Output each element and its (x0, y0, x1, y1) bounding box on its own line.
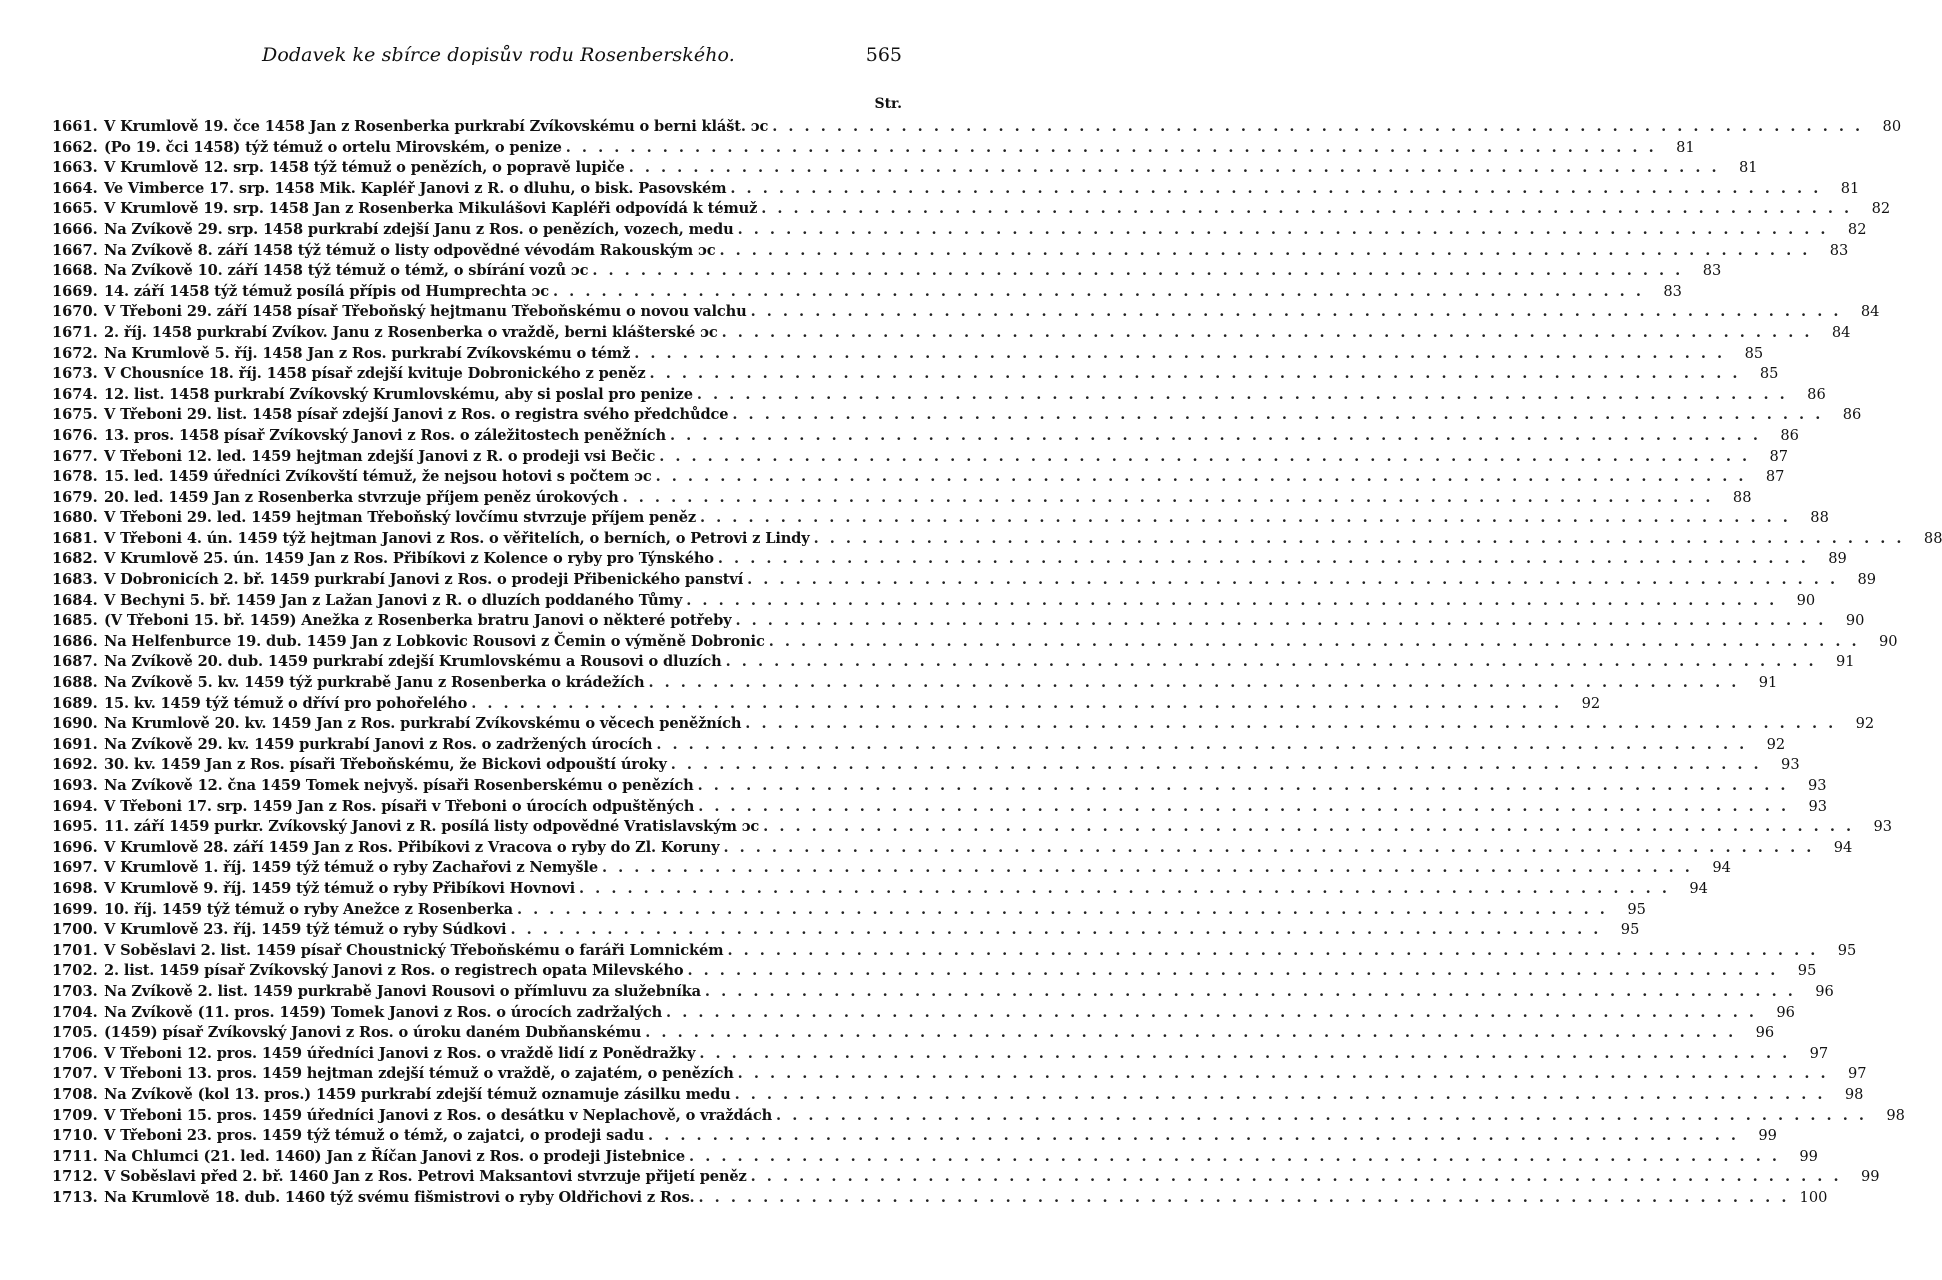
running-head (0, 44, 960, 74)
dot-leader (769, 633, 1860, 650)
entry-page-number: 86 (1780, 426, 1799, 444)
list-item (52, 1003, 1795, 1025)
entry-number: 1675. (52, 406, 98, 424)
entry-number: 1667. (52, 241, 98, 259)
list-item (52, 1188, 1828, 1210)
entry-number: 1698. (52, 879, 98, 897)
dot-leader (751, 1168, 1842, 1185)
dot-leader (722, 324, 1813, 341)
entry-text: V Bechyni 5. bř. 1459 Jan z Lažan Janovi z R. o dluzích poddaného Tůmy (104, 591, 683, 609)
entry-page-number: 86 (1842, 406, 1862, 424)
entry-number: 1699. (52, 900, 98, 918)
entry-text: 2. říj. 1458 purkrabí Zvíkov. Janu z Rosenberka o vraždě, berni klášterské ɔc (104, 323, 718, 341)
dot-leader (761, 200, 1852, 217)
list-item (52, 282, 1682, 304)
dot-leader (553, 283, 1644, 300)
dot-leader (738, 221, 1829, 238)
list-item (52, 941, 1857, 963)
entry-text: V Třeboni 29. září 1458 písař Třeboňský hejtmanu Třeboňskému o novou valchu (104, 303, 747, 321)
dot-leader (629, 159, 1720, 176)
dot-leader (648, 674, 1739, 691)
entry-page-number: 90 (1796, 591, 1816, 609)
entry-number: 1683. (52, 571, 98, 589)
entry-number: 1697. (52, 859, 98, 877)
dot-leader (697, 386, 1788, 403)
entry-number: 1677. (52, 447, 98, 465)
entry-number: 1693. (52, 777, 98, 794)
entry-text: (V Třeboni 15. bř. 1459) Anežka z Rosenberka bratru Janovi o některé potřeby (104, 612, 732, 630)
entry-number: 1666. (52, 220, 98, 238)
list-item (52, 921, 1640, 942)
list-item (52, 550, 1847, 571)
entry-text: 15. kv. 1459 týž témuž o dříví pro pohořelého (104, 694, 468, 712)
dot-leader (648, 1127, 1739, 1144)
entry-page-number: 80 (1882, 118, 1902, 135)
entry-text: Na Zvíkově 29. srp. 1458 purkrabí zdejší Janu z Ros. o penězích, vozech, medu (104, 220, 734, 238)
entry-page-number: 93 (1873, 818, 1893, 836)
entry-number: 1689. (52, 694, 98, 712)
entry-text: V Krumlově 9. říj. 1459 týž témuž o ryby Přibíkovi Hovnovi (104, 879, 575, 897)
dot-leader (763, 818, 1854, 835)
dot-leader (698, 798, 1789, 815)
entry-text: Ve Vimberce 17. srp. 1458 Mik. Kapléř Janovi z R. o dluhu, o bisk. Pasovském (104, 179, 727, 197)
entry-text: V Třeboni 29. list. 1458 písař zdejší Janovi z Ros. o registra svého předchůdce (104, 406, 729, 424)
entry-page-number: 91 (1835, 653, 1855, 671)
list-item (52, 488, 1752, 510)
page-column-heading: Str. (874, 96, 902, 112)
entry-page-number: 87 (1765, 468, 1785, 486)
entry-page-number: 95 (1797, 962, 1817, 980)
dot-leader (656, 468, 1747, 485)
list-item (52, 735, 1786, 757)
list-item (52, 529, 1942, 551)
list-item (52, 1065, 1867, 1086)
list-item (52, 179, 1860, 201)
entry-page-number: 81 (1676, 138, 1695, 156)
entry-text: Na Helfenburce 19. dub. 1459 Jan z Lobkovic Rousovi z Čemin o výměně Dobronic (104, 632, 765, 650)
entry-text: V Soběslavi před 2. bř. 1460 Jan z Ros. Petrovi Maksantovi stvrzuje přijetí peněz (104, 1168, 747, 1186)
entry-number: 1676. (52, 426, 98, 444)
dot-leader (687, 962, 1778, 979)
entry-page-number: 82 (1871, 200, 1891, 218)
entry-text: Na Zvíkově (11. pros. 1459) Tomek Janovi z Ros. o úrocích zadržalých (104, 1003, 663, 1021)
entry-number: 1670. (52, 303, 98, 321)
list-item (52, 406, 1862, 427)
entry-number: 1663. (52, 159, 98, 177)
entry-text: V Třeboni 23. pros. 1459 týž témuž o témž, o zajatci, o prodeji sadu (104, 1127, 645, 1145)
entry-number: 1713. (52, 1188, 98, 1206)
list-item (52, 1024, 1775, 1045)
list-item (52, 262, 1722, 283)
entry-page-number: 90 (1879, 632, 1898, 650)
list-item (52, 838, 1853, 860)
entry-page-number: 99 (1860, 1168, 1880, 1186)
list-item (52, 1168, 1880, 1189)
dot-leader (602, 859, 1693, 876)
entry-page-number: 95 (1620, 921, 1640, 939)
entry-number: 1706. (52, 1044, 98, 1062)
entry-page-number: 85 (1759, 365, 1779, 383)
entry-page-number: 92 (1581, 694, 1601, 712)
list-item (52, 674, 1778, 695)
list-item (52, 777, 1827, 798)
entry-number: 1700. (52, 921, 98, 939)
entry-page-number: 92 (1766, 735, 1786, 753)
list-item (52, 962, 1817, 983)
entry-text: (Po 19. čci 1458) týž témuž o ortelu Mirovském, o penize (104, 138, 562, 156)
entry-text: Na Krumlově 20. kv. 1459 Jan z Ros. purkrabí Zvíkovskému o věcech peněžních (104, 715, 742, 733)
entry-page-number: 91 (1758, 674, 1778, 692)
entry-text: V Třeboni 12. pros. 1459 úředníci Janovi z Ros. o vraždě lidí z Ponědražky (104, 1044, 696, 1062)
dot-leader (623, 489, 1714, 506)
list-item (52, 200, 1891, 221)
entry-number: 1695. (52, 818, 98, 836)
entry-page-number: 100 (1799, 1188, 1828, 1206)
entry-page-number: 83 (1829, 241, 1849, 259)
dot-leader (723, 839, 1814, 856)
list-item (52, 468, 1785, 489)
entry-page-number: 86 (1807, 385, 1826, 403)
dot-leader (666, 1004, 1757, 1021)
entry-text: V Soběslavi 2. list. 1459 písař Choustnický Třeboňskému o faráři Lomnickém (104, 941, 724, 959)
dot-leader (645, 1024, 1736, 1041)
entry-number: 1681. (52, 529, 98, 547)
entry-number: 1705. (52, 1024, 98, 1042)
entry-number: 1668. (52, 262, 98, 280)
entry-page-number: 95 (1837, 941, 1857, 959)
entry-page-number: 92 (1855, 715, 1875, 733)
entry-text: 30. kv. 1459 Jan z Ros. písaři Třeboňskému, že Bickovi odpouští úroky (104, 756, 667, 774)
entry-page-number: 83 (1702, 262, 1722, 280)
entry-page-number: 88 (1732, 488, 1752, 506)
entry-page-number: 85 (1744, 344, 1764, 362)
dot-leader (772, 118, 1863, 135)
list-item (52, 879, 1708, 901)
entry-page-number: 95 (1627, 900, 1646, 918)
entry-number: 1707. (52, 1065, 98, 1083)
entry-number: 1673. (52, 365, 98, 383)
entry-number: 1664. (52, 179, 98, 197)
entry-number: 1662. (52, 138, 98, 156)
list-item (52, 694, 1601, 716)
entry-number: 1694. (52, 797, 98, 815)
entry-number: 1682. (52, 550, 98, 568)
page-number: 565 (865, 44, 902, 66)
dot-leader (719, 242, 1810, 259)
entry-number: 1703. (52, 982, 98, 1000)
entry-page-number: 97 (1809, 1044, 1829, 1062)
list-item (52, 159, 1758, 180)
entry-page-number: 89 (1857, 571, 1877, 589)
entry-number: 1665. (52, 200, 98, 218)
entry-number: 1671. (52, 323, 98, 341)
entry-page-number: 84 (1860, 303, 1880, 321)
entry-page-number: 93 (1781, 756, 1800, 774)
entry-text: Na Zvíkově 10. září 1458 týž témuž o témž, o sbírání vozů ɔc (104, 262, 589, 280)
entry-text: V Třeboni 29. led. 1459 hejtman Třeboňský lovčímu stvrzuje příjem peněz (104, 509, 696, 527)
entry-text: 20. led. 1459 Jan z Rosenberka stvrzuje příjem peněz úrokových (104, 488, 619, 506)
dot-leader (670, 427, 1761, 444)
entry-number: 1696. (52, 838, 98, 856)
list-item (52, 653, 1855, 674)
entry-text: V Třeboni 17. srp. 1459 Jan z Ros. písaři v Třeboni o úrocích odpuštěných (104, 797, 695, 815)
dot-leader (698, 777, 1789, 794)
dot-leader (732, 406, 1823, 423)
entry-page-number: 99 (1758, 1127, 1777, 1145)
entry-number: 1685. (52, 612, 98, 630)
list-item (52, 859, 1731, 880)
list-item (52, 323, 1851, 345)
entry-text: Na Krumlově 18. dub. 1460 týž svému fišmistrovi o ryby Oldřichovi z Ros. (104, 1188, 695, 1206)
entry-text: 15. led. 1459 úředníci Zvíkovští témuž, že nejsou hotovi s počtem ɔc (104, 468, 652, 486)
entry-page-number: 93 (1808, 797, 1828, 815)
entry-text: V Krumlově 25. ún. 1459 Jan z Ros. Přibíkovi z Kolence o ryby pro Týnského (104, 550, 714, 568)
entry-text: V Třeboni 12. led. 1459 hejtman zdejší Janovi z R. o prodeji vsi Bečic (104, 447, 656, 465)
entry-text: V Třeboni 4. ún. 1459 týž hejtman Janovi z Ros. o věřitelích, o berních, o Petrovi z Lindy (104, 529, 810, 547)
list-item (52, 797, 1828, 819)
list-item (52, 756, 1800, 777)
entry-text: Na Krumlově 5. říj. 1458 Jan z Ros. purkrabí Zvíkovskému o témž (104, 344, 631, 362)
dot-leader (726, 653, 1817, 670)
entry-number: 1669. (52, 282, 98, 300)
list-item (52, 220, 1867, 242)
page-title: Dodavek ke sbírce dopisův rodu Rosenberského. (262, 44, 735, 66)
entry-number: 1684. (52, 591, 98, 609)
entry-text: Na Zvíkově 5. kv. 1459 týž purkrabě Janu z Rosenberka o krádežích (104, 674, 645, 692)
entry-text: Na Chlumci (21. led. 1460) Jan z Říčan Janovi z Ros. o prodeji Jistebnice (104, 1147, 686, 1165)
entry-text: V Chousníce 18. říj. 1458 písař zdejší kvituje Dobronického z peněz (104, 365, 646, 383)
list-item (52, 571, 1877, 592)
entry-number: 1680. (52, 509, 98, 527)
list-item (52, 612, 1865, 633)
entry-page-number: 94 (1689, 879, 1708, 897)
entry-page-number: 82 (1847, 220, 1867, 238)
list-item (52, 818, 1893, 839)
list-item (52, 900, 1646, 922)
dot-leader (700, 509, 1791, 526)
entry-page-number: 99 (1799, 1147, 1818, 1165)
list-item (52, 385, 1826, 407)
table-of-contents (52, 118, 1942, 1209)
dot-leader (738, 1065, 1829, 1082)
entry-text: V Krumlově 19. srp. 1458 Jan z Rosenberka Mikulášovi Kapléři odpovídá k témuž (104, 200, 758, 218)
entry-text: V Krumlově 19. čce 1458 Jan z Rosenberka purkrabí Zvíkovskému o berni klášt. ɔc (104, 118, 769, 135)
entry-page-number: 89 (1828, 550, 1847, 568)
dot-leader (517, 901, 1608, 918)
dot-leader (776, 1107, 1867, 1124)
dot-leader (471, 695, 1562, 712)
entry-text: V Krumlově 28. září 1459 Jan z Ros. Přibíkovi z Vracova o ryby do Zl. Koruny (104, 838, 720, 856)
entry-text: 12. list. 1458 purkrabí Zvíkovský Krumlovskému, aby si poslal pro penize (104, 385, 693, 403)
entry-number: 1678. (52, 468, 98, 486)
list-item (52, 344, 1764, 366)
entry-number: 1661. (52, 118, 98, 135)
dot-leader (718, 550, 1809, 567)
dot-leader (592, 262, 1683, 279)
dot-leader (814, 530, 1905, 547)
entry-page-number: 88 (1810, 509, 1829, 527)
list-item (52, 1127, 1777, 1148)
dot-leader (656, 736, 1747, 753)
dot-leader (727, 942, 1818, 959)
entry-number: 1712. (52, 1168, 98, 1186)
entry-page-number: 94 (1712, 859, 1731, 877)
entry-text: V Krumlově 23. říj. 1459 týž témuž o ryby Súdkovi (104, 921, 507, 939)
list-item (52, 1044, 1829, 1066)
list-item (52, 591, 1816, 613)
entry-number: 1692. (52, 756, 98, 774)
entry-text: V Dobronicích 2. bř. 1459 purkrabí Janovi z Ros. o prodeji Přibenického panství (104, 571, 744, 589)
entry-number: 1688. (52, 674, 98, 692)
dot-leader (699, 1045, 1790, 1062)
entry-page-number: 81 (1739, 159, 1758, 177)
dot-leader (689, 1148, 1780, 1165)
dot-leader (566, 139, 1657, 156)
entry-text: Na Zvíkově (kol 13. pros.) 1459 purkrabí zdejší témuž oznamuje zásilku medu (104, 1085, 731, 1103)
dot-leader (745, 715, 1836, 732)
dot-leader (751, 303, 1842, 320)
entry-page-number: 88 (1923, 529, 1942, 547)
dot-leader (579, 880, 1670, 897)
entry-number: 1672. (52, 344, 98, 362)
dot-leader (747, 571, 1838, 588)
dot-leader (735, 612, 1826, 629)
dot-leader (671, 756, 1762, 773)
list-item (52, 982, 1834, 1004)
entry-number: 1708. (52, 1085, 98, 1103)
dot-leader (735, 1086, 1826, 1103)
entry-number: 1709. (52, 1106, 98, 1124)
entry-page-number: 98 (1886, 1106, 1905, 1124)
entry-text: (1459) písař Zvíkovský Janovi z Ros. o úroku daném Dubňanskému (104, 1024, 642, 1042)
entry-page-number: 96 (1776, 1003, 1795, 1021)
entry-number: 1674. (52, 385, 98, 403)
entry-number: 1704. (52, 1003, 98, 1021)
entry-number: 1711. (52, 1147, 98, 1165)
dot-leader (510, 921, 1601, 938)
entry-page-number: 94 (1833, 838, 1853, 856)
dot-leader (686, 592, 1777, 609)
list-item (52, 303, 1880, 324)
entry-number: 1710. (52, 1127, 98, 1145)
dot-leader (699, 1189, 1790, 1206)
list-item (52, 632, 1898, 654)
list-item (52, 1085, 1864, 1107)
entry-text: 2. list. 1459 písař Zvíkovský Janovi z Ros. o registrech opata Milevského (104, 962, 684, 980)
entry-page-number: 96 (1815, 982, 1834, 1000)
dot-leader (659, 448, 1750, 465)
entry-text: V Třeboni 15. pros. 1459 úředníci Janovi z Ros. o desátku v Neplachově, o vraždách (104, 1106, 773, 1124)
entry-number: 1686. (52, 632, 98, 650)
entry-number: 1701. (52, 941, 98, 959)
entry-text: Na Zvíkově 12. čna 1459 Tomek nejvyš. písaři Rosenberskému o penězích (104, 777, 694, 794)
entry-text: 13. pros. 1458 písař Zvíkovský Janovi z Ros. o záležitostech peněžních (104, 426, 667, 444)
list-item (52, 1147, 1818, 1169)
entry-number: 1679. (52, 488, 98, 506)
dot-leader (634, 345, 1725, 362)
dot-leader (730, 180, 1821, 197)
entry-page-number: 98 (1844, 1085, 1864, 1103)
list-item (52, 365, 1779, 386)
entry-number: 1691. (52, 735, 98, 753)
list-item (52, 241, 1849, 263)
entry-text: Na Zvíkově 20. dub. 1459 purkrabí zdejší Krumlovskému a Rousovi o dluzích (104, 653, 722, 671)
entry-page-number: 93 (1807, 777, 1827, 794)
entry-text: V Krumlově 1. říj. 1459 týž témuž o ryby Zachařovi z Nemyšle (104, 859, 598, 877)
entry-page-number: 97 (1847, 1065, 1867, 1083)
list-item (52, 509, 1829, 530)
list-item (52, 426, 1799, 448)
entry-text: Na Zvíkově 8. září 1458 týž témuž o listy odpovědné vévodám Rakouským ɔc (104, 241, 716, 259)
dot-leader (705, 983, 1796, 1000)
list-item (52, 118, 1902, 139)
entry-text: 11. září 1459 purkr. Zvíkovský Janovi z R. posílá listy odpovědné Vratislavským ɔc (104, 818, 760, 836)
list-item (52, 1106, 1905, 1128)
dot-leader (650, 365, 1741, 382)
list-item (52, 138, 1695, 160)
entry-page-number: 84 (1831, 323, 1851, 341)
list-item (52, 715, 1875, 736)
list-item (52, 447, 1789, 469)
entry-page-number: 83 (1663, 282, 1682, 300)
entry-text: Na Zvíkově 2. list. 1459 purkrabě Janovi Rousovi o přímluvu za služebníka (104, 982, 701, 1000)
entry-text: Na Zvíkově 29. kv. 1459 purkrabí Janovi z Ros. o zadržených úrocích (104, 735, 653, 753)
entry-page-number: 81 (1840, 179, 1860, 197)
entry-number: 1702. (52, 962, 98, 980)
entry-text: 10. říj. 1459 týž témuž o ryby Anežce z Rosenberka (104, 900, 513, 918)
entry-text: V Třeboni 13. pros. 1459 hejtman zdejší témuž o vraždě, o zajatém, o penězích (104, 1065, 734, 1083)
entry-text: V Krumlově 12. srp. 1458 týž témuž o penězích, o popravě lupiče (104, 159, 625, 177)
entry-number: 1690. (52, 715, 98, 733)
entry-text: 14. září 1458 týž témuž posílá přípis od Humprechta ɔc (104, 282, 550, 300)
entry-page-number: 90 (1845, 612, 1865, 630)
entry-page-number: 96 (1755, 1024, 1775, 1042)
entry-page-number: 87 (1769, 447, 1789, 465)
entry-number: 1687. (52, 653, 98, 671)
